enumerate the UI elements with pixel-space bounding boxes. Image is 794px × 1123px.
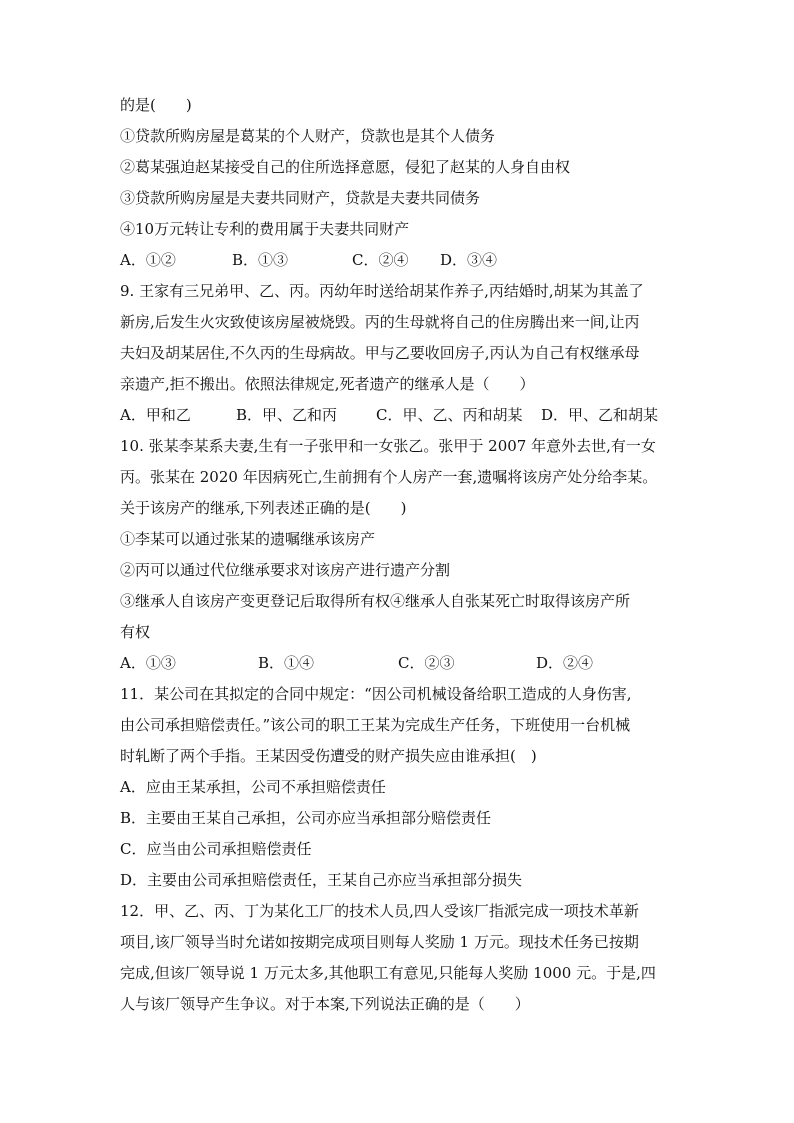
question-11-line-2: 由公司承担赔偿责任。”该公司的职工王某为完成生产任务，下班使用一台机械: [120, 716, 631, 734]
question-10-statement-3: ③继承人自该房产变更登记后取得所有权④继承人自张某死亡时取得该房产所: [120, 592, 631, 610]
question-9-line-3: 夫妇及胡某居住,不久丙的生母病故。甲与乙要收回房子,丙认为自己有权继承母: [120, 344, 640, 362]
question-8: [120, 90, 680, 276]
question-9: [120, 276, 680, 431]
question-9-option-c: C．甲、乙、丙和胡某: [376, 406, 523, 424]
question-12: [120, 896, 680, 1020]
question-12-line-3: 完成,但该厂领导说 1 万元太多,其他职工有意见,只能每人奖励 1000 元。于是,四: [120, 964, 656, 982]
question-9-line-2: 新房,后发生火灾致使该房屋被烧毁。丙的生母就将自己的住房腾出来一间,让丙: [120, 313, 640, 331]
document-page: [120, 90, 680, 1020]
question-9-options: [120, 400, 680, 431]
question-11-option-d: D．主要由公司承担赔偿责任，王某自己亦应当承担部分损失: [120, 871, 523, 889]
question-10-statement-2: ②丙可以通过代位继承要求对该房产进行遗产分割: [120, 561, 451, 579]
question-8-options: [120, 245, 680, 276]
question-8-option-d: D．③④: [440, 251, 498, 269]
question-9-option-d: D．甲、乙和胡某: [541, 406, 659, 424]
question-10-options: [120, 648, 680, 679]
question-10: [120, 431, 680, 679]
question-11: [120, 679, 680, 896]
question-11-line-1: 11．某公司在其拟定的合同中规定：“因公司机械设备给职工造成的人身伤害,: [120, 685, 632, 703]
question-8-statement-2: ②葛某强迫赵某接受自己的住所选择意愿，侵犯了赵某的人身自由权: [120, 158, 571, 176]
question-11-option-b: B．主要由王某自己承担，公司亦应当承担部分赔偿责任: [120, 809, 492, 827]
question-8-statement-4: ④10万元转让专利的费用属于夫妻共同财产: [120, 220, 410, 238]
question-8-statement-3: ③贷款所购房屋是夫妻共同财产，贷款是夫妻共同债务: [120, 189, 481, 207]
question-9-line-4: 亲遗产,拒不搬出。依照法律规定,死者遗产的继承人是（ ）: [120, 375, 535, 393]
question-12-line-2: 项目,该厂领导当时允诺如按期完成项目则每人奖励 1 万元。现技术任务已按期: [120, 933, 639, 951]
question-12-line-1: 12．甲、乙、丙、丁为某化工厂的技术人员,四人受该厂指派完成一项技术革新: [120, 902, 639, 920]
question-8-statement-1: ①贷款所购房屋是葛某的个人财产，贷款也是其个人债务: [120, 127, 496, 145]
question-9-option-b: B．甲、乙和丙: [236, 406, 338, 424]
question-10-option-b: B．①④: [258, 654, 315, 672]
question-10-option-a: A．①③: [120, 654, 176, 672]
question-10-option-d: D．②④: [536, 654, 594, 672]
question-8-option-c: C．②④: [352, 251, 409, 269]
question-8-option-b: B．①③: [232, 251, 289, 269]
question-9-line-1: 9. 王家有三兄弟甲、乙、丙。丙幼年时送给胡某作养子,丙结婚时,胡某为其盖了: [120, 282, 644, 300]
question-11-option-c: C．应当由公司承担赔偿责任: [120, 840, 312, 858]
question-10-line-2: 丙。张某在 2020 年因病死亡,生前拥有个人房产一套,遗嘱将该房产处分给李某。: [120, 468, 658, 486]
question-9-option-a: A．甲和乙: [120, 406, 191, 424]
question-11-option-a: A．应由王某承担，公司不承担赔偿责任: [120, 778, 386, 796]
question-12-line-4: 人与该厂领导产生争议。对于本案,下列说法正确的是（ ）: [120, 995, 530, 1013]
question-10-statement-3-cont: 有权: [120, 623, 151, 641]
question-10-option-c: C．②③: [398, 654, 455, 672]
question-10-line-3: 关于该房产的继承,下列表述正确的是( ): [120, 499, 407, 517]
question-8-option-a: A．①②: [120, 251, 176, 269]
question-10-statement-1: ①李某可以通过张某的遗嘱继承该房产: [120, 530, 376, 548]
question-11-line-3: 时轧断了两个手指。王某因受伤遭受的财产损失应由谁承担( ): [120, 747, 537, 765]
question-8-stem-end: 的是( ): [120, 96, 192, 114]
question-10-line-1: 10. 张某李某系夫妻,生有一子张甲和一女张乙。张甲于 2007 年意外去世,有一女: [120, 437, 656, 455]
